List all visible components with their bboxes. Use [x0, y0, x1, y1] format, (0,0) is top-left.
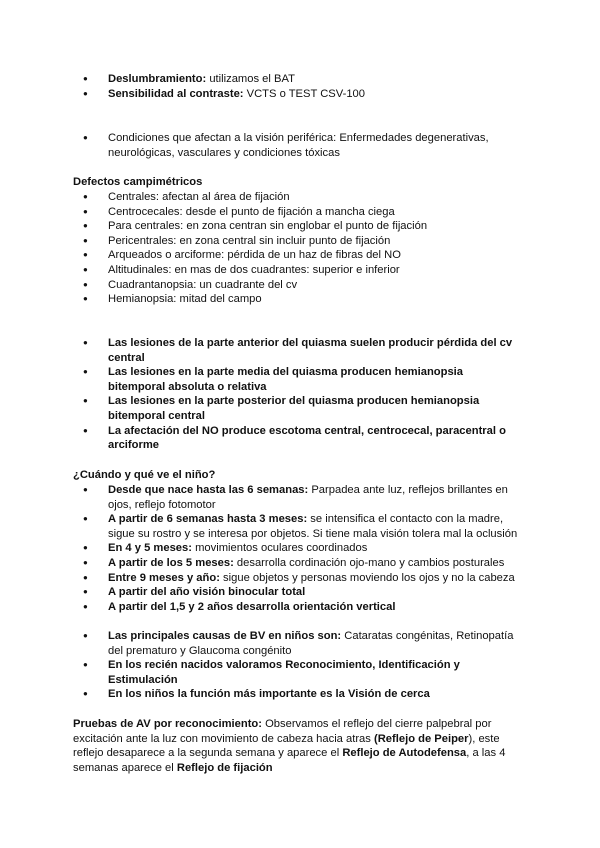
child-heading: ¿Cuándo y qué ve el niño? — [73, 469, 216, 481]
item-bold-text: Las lesiones en la parte media del quiasma producen hemianopsia bitemporal absoluta o relativa — [108, 366, 464, 393]
item-bold-text: A partir de 6 semanas hasta 3 meses: — [108, 513, 308, 526]
list-item — [83, 585, 523, 600]
defects-list — [83, 190, 523, 307]
list-item — [83, 483, 523, 512]
para-text-2: Observamos el reflejo del cierre palpebral por excitación ante la luz con movimiento de cabeza hacia atras — [73, 718, 492, 745]
item-bold-text: Las lesiones de la parte anterior del quiasma suelen producir pérdida del cv central — [108, 337, 513, 364]
item-text: desarrolla cordinación ojo-mano y cambios posturales — [233, 556, 505, 569]
recognition-tests-paragraph — [73, 717, 533, 775]
item-bold-text: Deslumbramiento: — [108, 73, 207, 85]
list-item — [83, 556, 523, 571]
item-bold-text: En los niños la función más importante es la Visión de cerca — [108, 688, 430, 701]
item-text: Condiciones que afectan a la visión periférica: Enfermedades degenerativas, neurológicas, vasculares y condiciones tóxicas — [108, 132, 489, 159]
list-item — [83, 205, 523, 220]
item-text: movimientos oculares coordinados — [191, 542, 368, 555]
list-item — [83, 512, 523, 541]
item-bold-text: A partir de los 5 meses: — [108, 556, 234, 569]
peripheral-list — [83, 131, 523, 160]
list-item — [83, 263, 523, 278]
item-text: Centrocecales: desde el punto de fijación a mancha ciega — [108, 205, 395, 218]
item-bold-text: A partir del 1,5 y 2 años desarrolla orientación vertical — [108, 600, 396, 613]
item-bold-text: Las lesiones en la parte posterior del quiasma producen hemianopsia bitemporal central — [108, 395, 480, 422]
item-text: Cataratas congénitas, Retinopatía del prematuro y Glaucoma congénito — [108, 630, 514, 657]
item-bold-text: Sensibilidad al contraste: — [108, 87, 244, 100]
item-text: Parpadea ante luz, reflejos brillantes en ojos, reflejo fotomotor — [108, 484, 508, 511]
para-bold-1: Pruebas de AV por reconocimiento: — [73, 718, 262, 730]
item-text: utilizamos el BAT — [206, 73, 295, 85]
list-item — [83, 629, 523, 658]
item-text: Cuadrantanopsia: un cuadrante del cv — [108, 278, 298, 291]
list-item — [83, 365, 523, 394]
item-bold-text: La afectación del NO produce escotoma central, centrocecal, paracentral o arciforme — [108, 424, 506, 452]
list-item — [83, 394, 523, 423]
item-text: Centrales: afectan al área de fijación — [108, 191, 290, 203]
list-item — [83, 658, 523, 687]
para-text-4: ), este reflejo desaparece a la segunda semana y aparece el — [73, 732, 500, 760]
list-item — [83, 541, 523, 556]
list-item — [83, 292, 523, 307]
para-text-6: , a las 4 semanas aparece el — [73, 747, 506, 774]
list-item — [83, 571, 523, 586]
item-bold-text: Entre 9 meses y año: — [108, 571, 220, 584]
list-item — [83, 600, 523, 615]
list-item — [83, 219, 523, 234]
list-item — [83, 278, 523, 293]
causes-list — [83, 629, 523, 702]
item-text: Altitudinales: en mas de dos cuadrantes: superior e inferior — [108, 263, 400, 276]
top-list — [83, 72, 523, 101]
item-bold-text: En los recién nacidos valoramos Reconocimiento, Identificación y Estimulación — [108, 659, 460, 686]
para-bold-3: (Reflejo de Peiper — [374, 732, 469, 745]
list-item — [83, 87, 523, 102]
item-text: Pericentrales: en zona central sin incluir punto de fijación — [108, 234, 391, 247]
list-item — [83, 336, 523, 365]
defects-heading: Defectos campimétricos — [73, 176, 203, 188]
item-text: se intensifica el contacto con la madre, sigue su rostro y se interesa por objetos. Si tiene mala visión tolera mal la oclusión — [108, 513, 518, 540]
item-text: sigue objetos y personas moviendo los ojos y no la cabeza — [219, 571, 515, 584]
item-text: VCTS o TEST CSV-100 — [243, 87, 365, 100]
child-development-list — [83, 483, 523, 614]
item-bold-text: Desde que nace hasta las 6 semanas: — [108, 484, 309, 496]
item-bold-text: A partir del año visión binocular total — [108, 586, 306, 599]
list-item — [83, 234, 523, 249]
para-bold-7: Reflejo de fijación — [176, 761, 273, 774]
item-bold-text: Las principales causas de BV en niños son: — [108, 630, 342, 642]
list-item — [83, 424, 523, 453]
para-bold-5: Reflejo de Autodefensa — [342, 747, 467, 760]
list-item — [83, 687, 523, 702]
list-item — [83, 248, 523, 263]
lesions-list — [83, 336, 523, 453]
list-item — [83, 190, 523, 205]
item-text: Arqueados o arciforme: pérdida de un haz de fibras del NO — [108, 249, 401, 262]
list-item — [83, 72, 523, 87]
item-text: Para centrales: en zona centran sin englobar el punto de fijación — [108, 220, 428, 233]
list-item — [83, 131, 523, 160]
item-bold-text: En 4 y 5 meses: — [108, 542, 192, 555]
item-text: Hemianopsia: mitad del campo — [108, 293, 262, 306]
